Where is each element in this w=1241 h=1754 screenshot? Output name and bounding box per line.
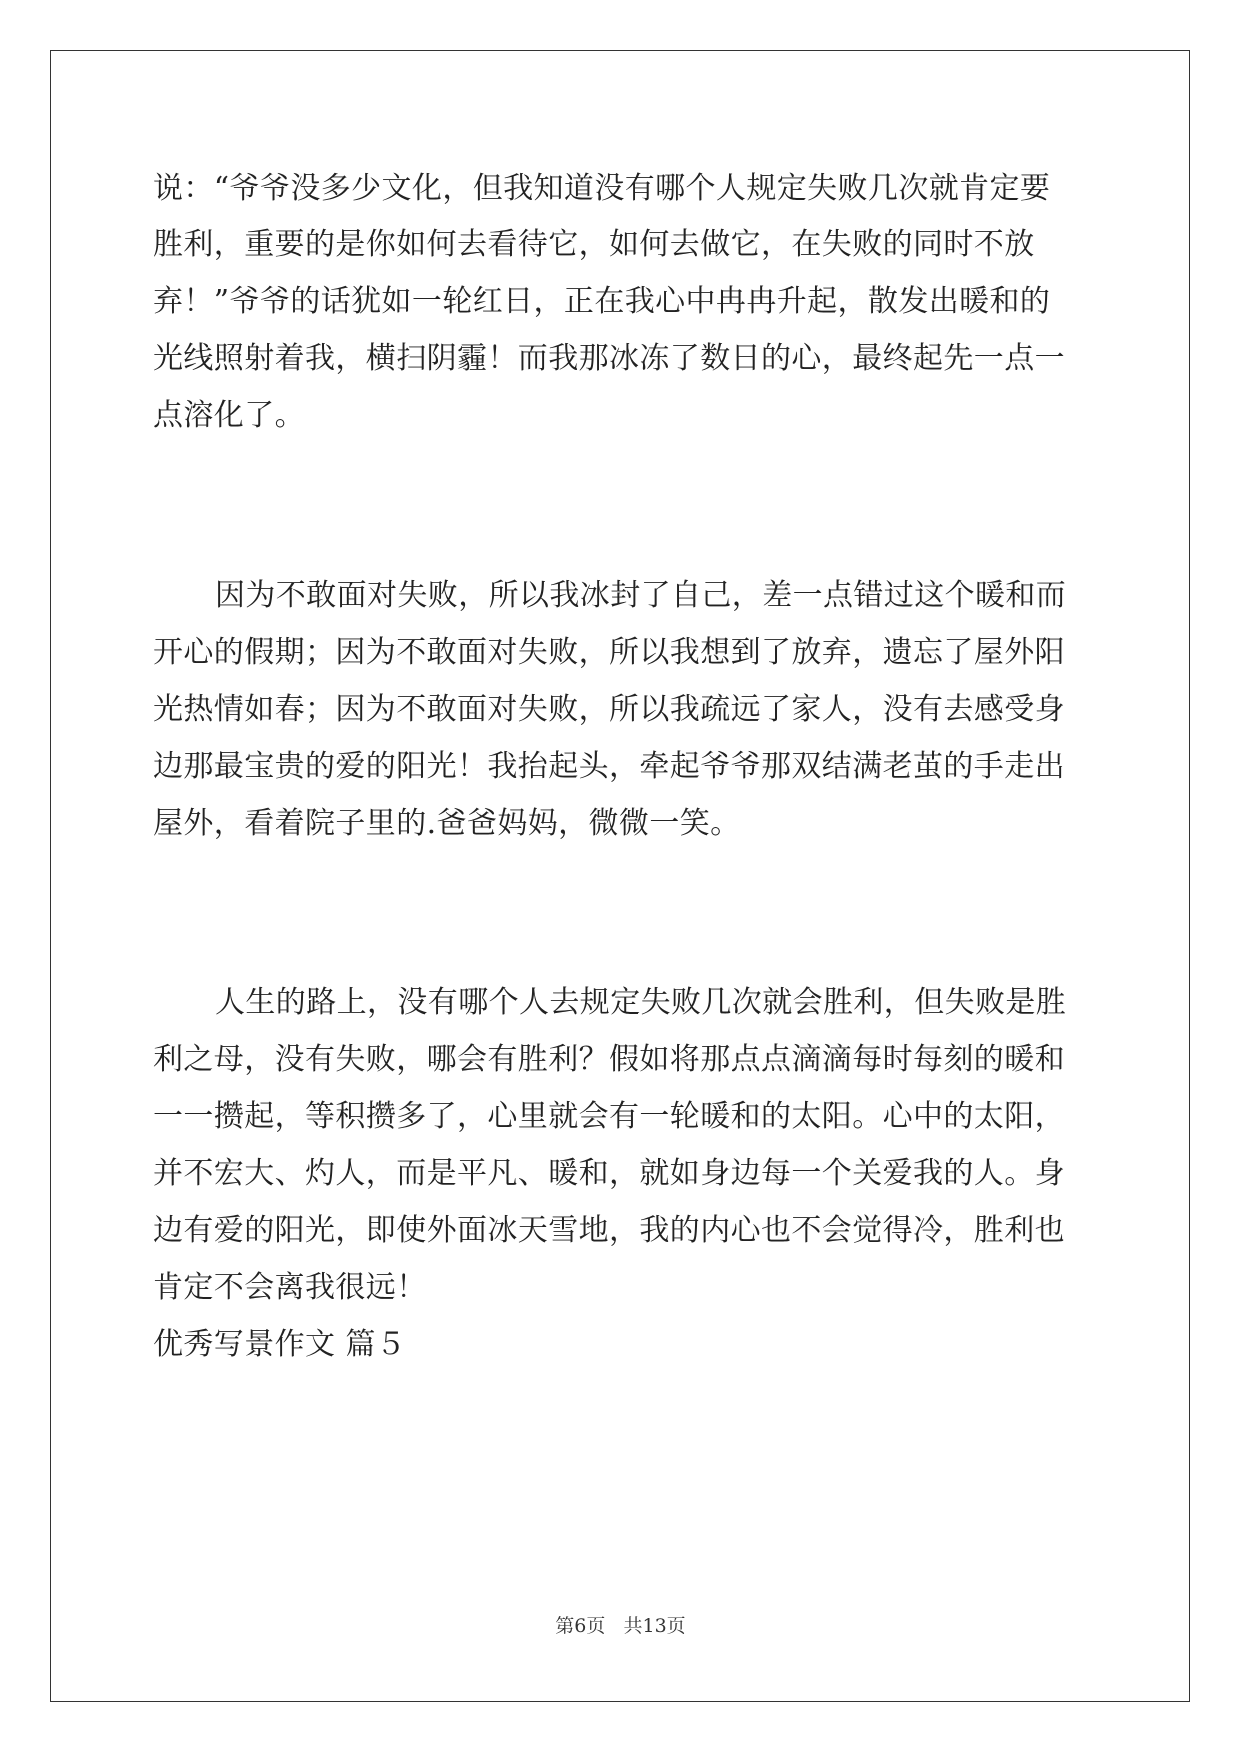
text-line: 屋外，看着院子里的.爸爸妈妈，微微一笑。 [153,806,741,841]
text-line: 边那最宝贵的爱的阳光！我抬起头，牵起爷爷那双结满老茧的手走出 [153,749,1065,784]
page-number: 第6页 共13页 [555,1615,686,1637]
text-line: 一一攒起，等积攒多了，心里就会有一轮暖和的太阳。心中的太阳， [153,1099,1065,1134]
text-line: 开心的假期；因为不敢面对失败，所以我想到了放弃，遗忘了屋外阳 [153,635,1065,670]
text-line: 边有爱的阳光，即使外面冰天雪地，我的内心也不会觉得冷，胜利也 [153,1213,1065,1248]
paragraph-first-line: 因为不敢面对失败，所以我冰封了自己，差一点错过这个暖和而 [215,578,1067,613]
text-line: 光热情如春；因为不敢面对失败，所以我疏远了家人，没有去感受身 [153,692,1065,727]
text-line: 说：“爷爷没多少文化，但我知道没有哪个人规定失败几次就肯定要 [153,171,1051,206]
text-line: 并不宏大、灼人，而是平凡、暖和，就如身边每一个关爱我的人。身 [153,1156,1065,1191]
section-heading: 优秀写景作文 篇５ [153,1327,407,1362]
text-line: 光线照射着我，横扫阴霾！而我那冰冻了数日的心，最终起先一点一 [153,341,1065,376]
text-line: 点溶化了。 [153,398,305,433]
paragraph-first-line: 人生的路上，没有哪个人去规定失败几次就会胜利，但失败是胜 [215,985,1067,1020]
text-line: 利之母，没有失败，哪会有胜利？假如将那点点滴滴每时每刻的暖和 [153,1042,1065,1077]
text-line: 胜利，重要的是你如何去看待它，如何去做它，在失败的同时不放 [153,227,1035,262]
text-line: 弃！”爷爷的话犹如一轮红日，正在我心中冉冉升起，散发出暖和的 [153,284,1051,319]
text-line: 肯定不会离我很远！ [153,1270,427,1305]
